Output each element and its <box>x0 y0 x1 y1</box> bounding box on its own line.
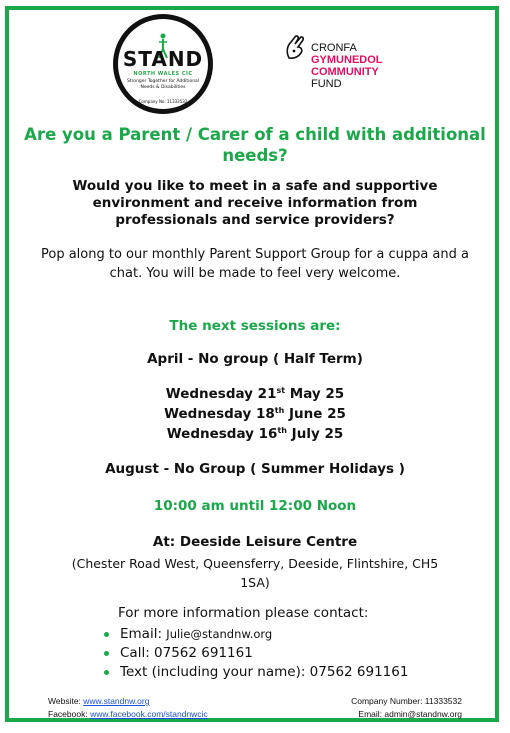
venue-text: At: Deeside Leisure Centre <box>152 534 358 550</box>
contact-text-item <box>104 663 408 682</box>
session-month: July 25 <box>286 426 344 442</box>
footer-facebook <box>48 708 208 720</box>
contact-text-text: Text (including your name): 07562 691161 <box>120 664 409 680</box>
april-note: April - No group ( Half Term) <box>147 351 363 367</box>
session-suffix: th <box>274 406 285 415</box>
website-label: Website: <box>48 696 84 706</box>
contact-call-text: Call: 07562 691161 <box>120 645 253 661</box>
email-label: Email: <box>120 626 167 642</box>
session-time: 10:00 am until 12:00 Noon <box>153 498 357 514</box>
contact-email-link[interactable]: Julie@standnw.org <box>166 627 273 641</box>
august-note: August - No Group ( Summer Holidays ) <box>105 461 405 477</box>
stand-logo <box>113 14 213 114</box>
crossed-fingers-icon <box>283 34 309 60</box>
stand-logo-subtitle: NORTH WALES CIC <box>133 71 193 77</box>
venue-address: (Chester Road West, Queensferry, Deeside, Flintshire, CH5 1SA) <box>71 556 439 590</box>
fund-line-fund: FUND <box>311 78 342 90</box>
intro-text: Pop along to our monthly Parent Support Group for a cuppa and a chat. You will be made to feel very welcome. <box>41 247 469 281</box>
facebook-link[interactable]: www.facebook.com/standnwcic <box>90 709 208 719</box>
session-day: Wednesday 21 <box>165 386 277 402</box>
page-title: Are you a Parent / Carer of a child with additional needs? <box>24 125 486 165</box>
footer-website <box>48 695 149 707</box>
footer-company-number: Company Number: 11333532 <box>351 696 462 706</box>
session-day: Wednesday 16 <box>166 426 278 442</box>
bullet-icon <box>104 670 109 675</box>
stand-logo-tagline: Stronger Together for Additional Needs & Disabilities <box>126 79 200 90</box>
contact-list <box>104 625 408 682</box>
stand-logo-company: Company No: 11333532 <box>138 99 188 104</box>
session-date <box>20 425 490 444</box>
contact-email-item <box>104 625 408 644</box>
fund-line-community: COMMUNITY <box>311 66 379 78</box>
fund-line-gymunedol: GYMUNEDOL <box>311 54 383 66</box>
fund-line-cronfa: CRONFA <box>311 42 357 54</box>
stand-logo-title: STAND <box>122 47 204 71</box>
sessions-title: The next sessions are: <box>169 318 341 334</box>
community-fund-logo <box>283 32 413 102</box>
website-link[interactable]: www.standnw.org <box>83 696 150 706</box>
session-month: June 25 <box>284 406 346 422</box>
session-date <box>20 405 490 424</box>
session-suffix: th <box>277 426 287 435</box>
session-day: Wednesday 18 <box>164 406 275 422</box>
session-month: May 25 <box>285 386 345 402</box>
contact-heading: For more information please contact: <box>118 605 369 621</box>
bullet-icon <box>104 651 109 656</box>
question-text: Would you like to meet in a safe and supportive environment and receive information from professionals and service providers? <box>72 178 438 228</box>
bullet-icon <box>104 632 109 637</box>
session-suffix: st <box>276 386 286 395</box>
facebook-label: Facebook: <box>48 709 91 719</box>
contact-call-item <box>104 644 408 663</box>
session-date <box>20 385 490 404</box>
footer-email: Email: admin@standnw.org <box>358 709 462 719</box>
